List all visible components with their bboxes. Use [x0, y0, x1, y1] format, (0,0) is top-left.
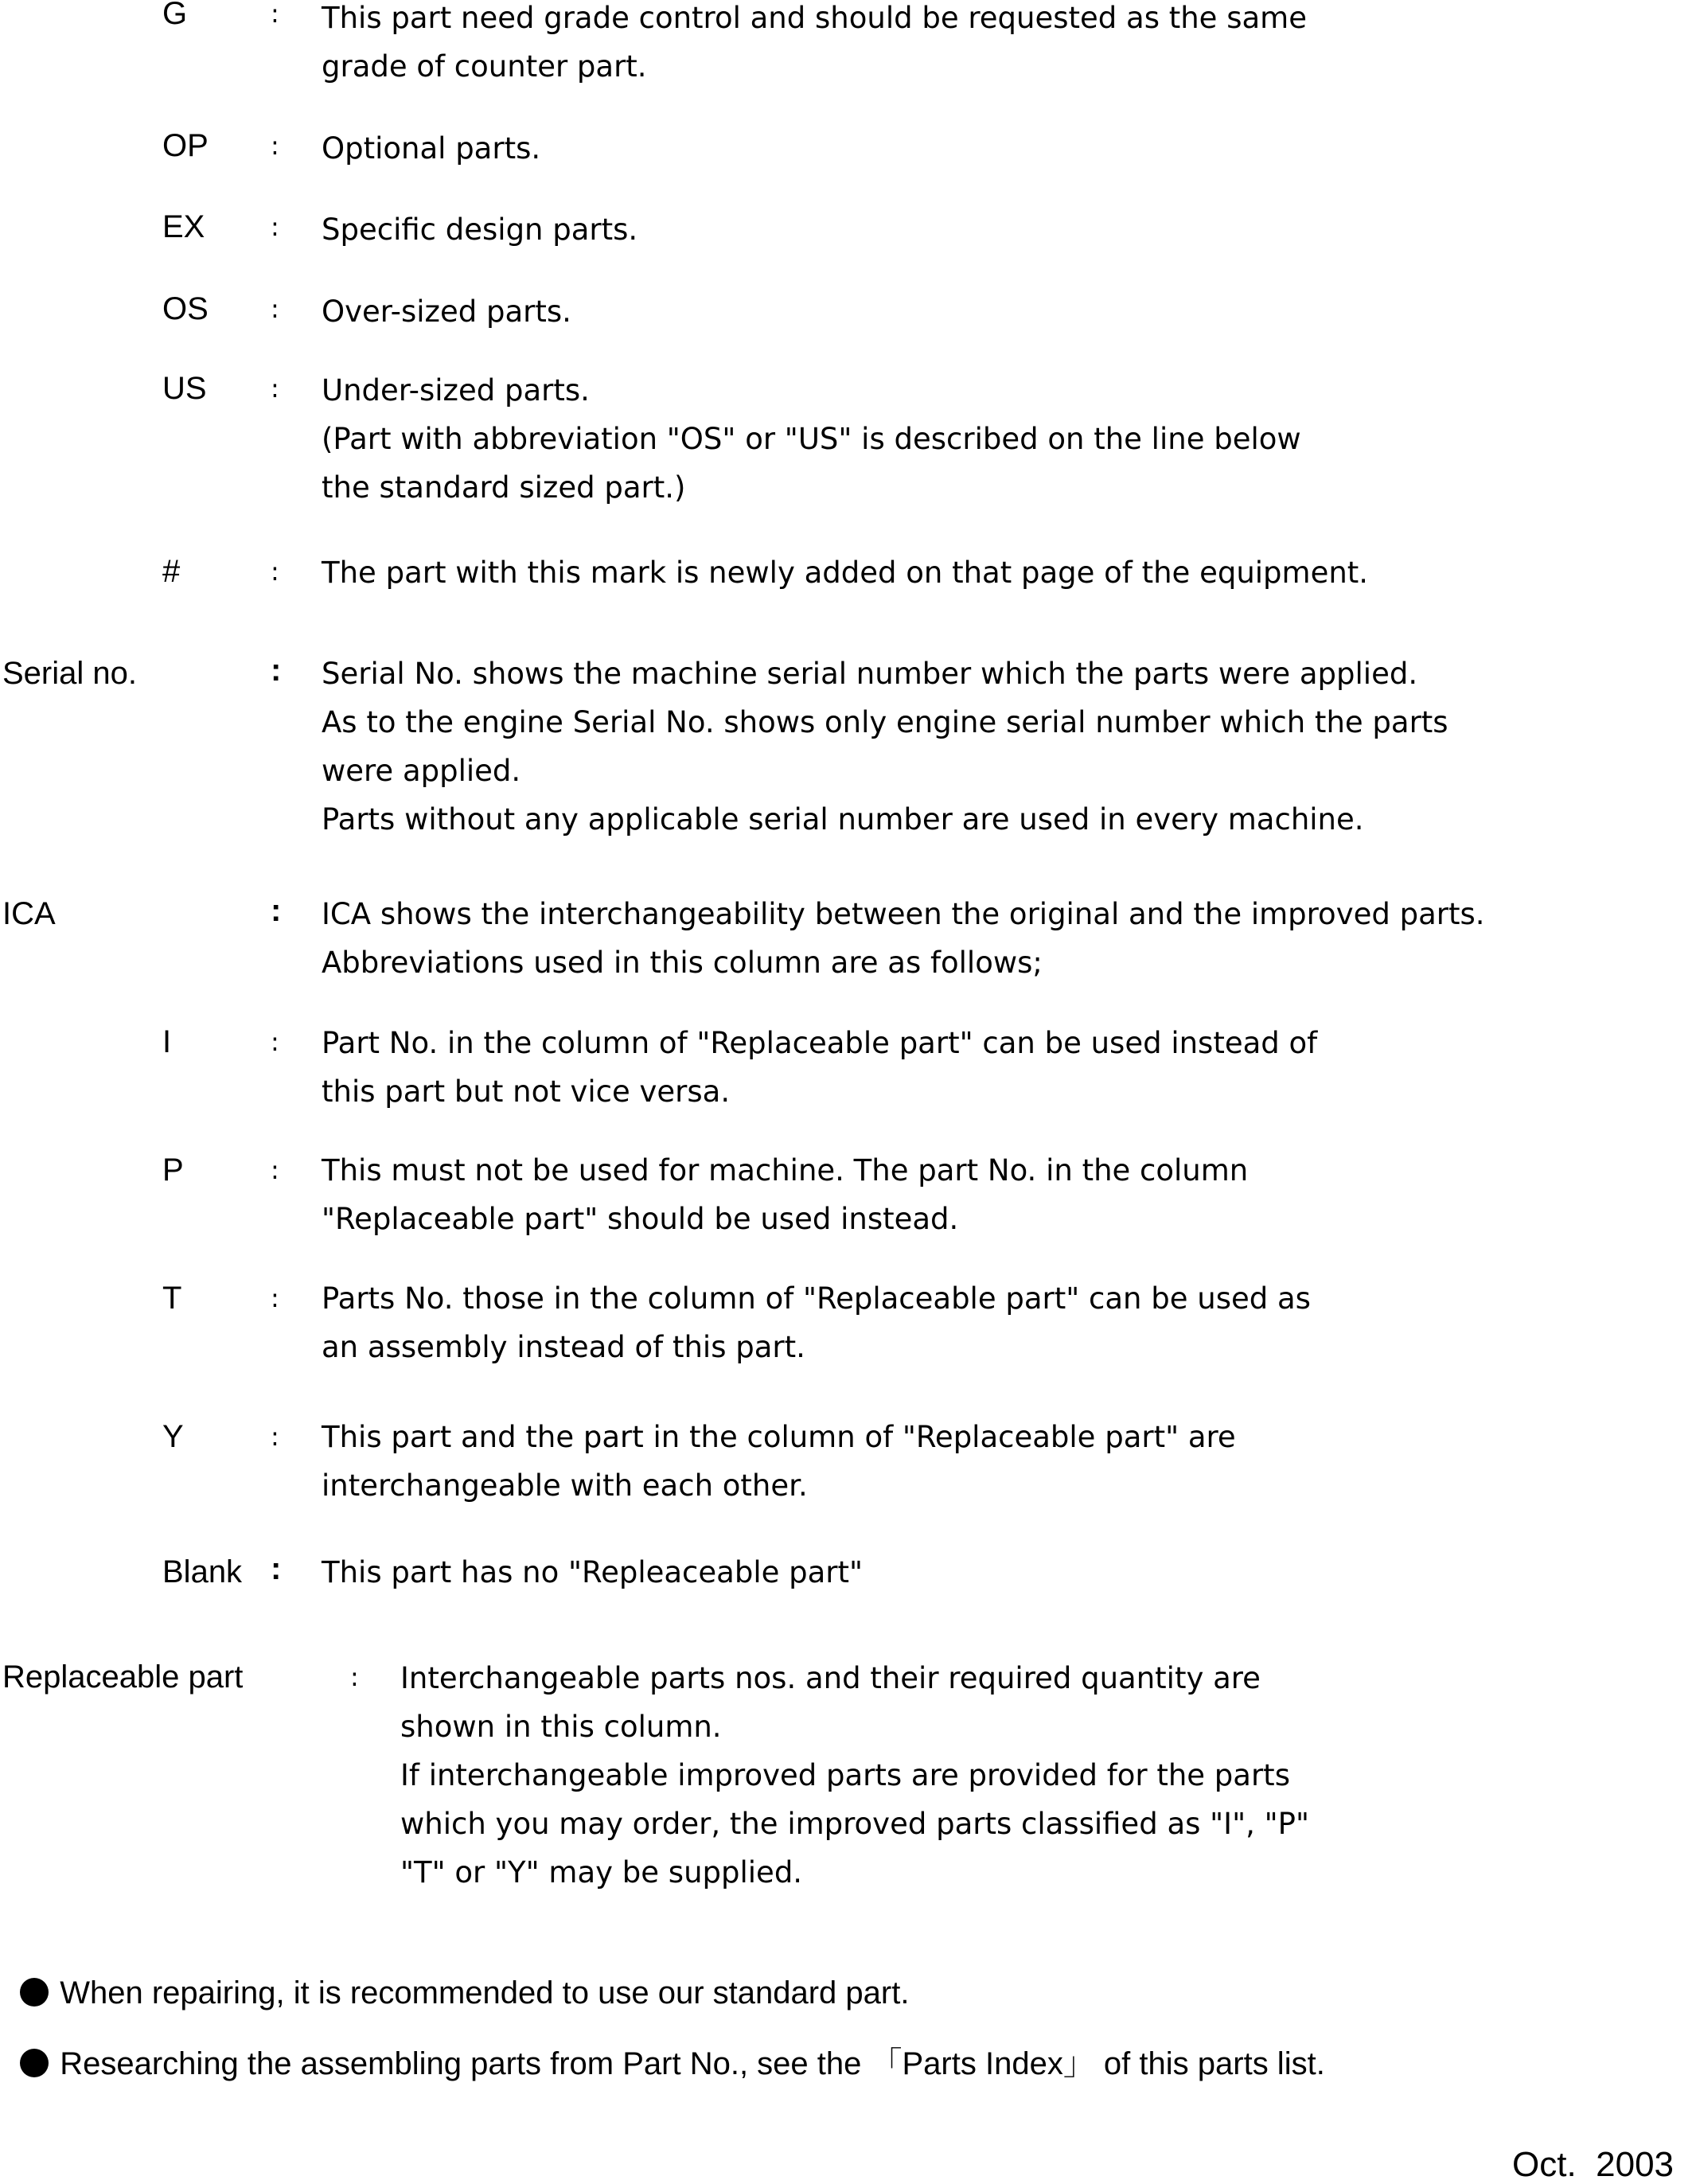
separator: : [350, 1662, 359, 1692]
entry-key: OP [162, 128, 209, 163]
section-line: As to the engine Serial No. shows only engine serial number which the parts [322, 705, 1448, 739]
ica-code-key: T [162, 1281, 182, 1316]
entry-line: Over-sized parts. [322, 294, 571, 329]
separator: : [271, 1283, 279, 1313]
section-line: shown in this column. [400, 1710, 722, 1744]
separator: : [271, 1027, 279, 1057]
note-text: Researching the assembling parts from Part No., see the 「Parts Index」 of this parts list. [60, 2046, 1325, 2081]
ica-code-key: Blank [162, 1554, 243, 1589]
entry-line: the standard sized part.) [322, 470, 686, 505]
entry-line: grade of counter part. [322, 49, 647, 84]
ica-code-line: this part but not vice versa. [322, 1074, 731, 1109]
entry-line: (Part with abbreviation "OS" or "US" is described on the line below [322, 422, 1301, 456]
entry-line: Specific design parts. [322, 213, 638, 247]
entry-key: OS [162, 291, 209, 326]
separator: : [271, 294, 279, 324]
ica-code-line: This part and the part in the column of "Replaceable part" are [322, 1420, 1236, 1454]
ica-code-line: "Replaceable part" should be used instead. [322, 1202, 959, 1236]
document-date: Oct. 2003 [1512, 2145, 1675, 2184]
bullet-icon [20, 1978, 49, 2007]
ica-code-line: This part has no "Repleaceable part" [322, 1555, 864, 1589]
bullet-icon [20, 2049, 49, 2077]
entry-key: EX [162, 209, 205, 244]
note-text: When repairing, it is recommended to use our standard part. [60, 1975, 910, 2010]
separator: : [271, 1422, 279, 1452]
ica-code-line: Parts No. those in the column of "Replaceable part" can be used as [322, 1281, 1311, 1316]
section-line: were applied. [322, 754, 521, 788]
separator: : [271, 893, 282, 928]
separator: : [271, 131, 279, 161]
separator: : [271, 653, 282, 688]
separator: : [271, 556, 279, 587]
ica-code-key: I [162, 1024, 172, 1059]
note-parts-index [2, 2007, 1325, 2083]
section-line: "T" or "Y" may be supplied. [400, 1855, 803, 1890]
section-line: Interchangeable parts nos. and their required quantity are [400, 1661, 1261, 1695]
section-line: If interchangeable improved parts are provided for the parts [400, 1758, 1290, 1792]
section-line: Abbreviations used in this column are as follows; [322, 946, 1043, 980]
separator: : [271, 212, 279, 242]
ica-code-key: P [162, 1152, 184, 1188]
separator: : [271, 373, 279, 404]
note-standard-part [2, 1936, 909, 2012]
ica-code-line: an assembly instead of this part. [322, 1330, 805, 1364]
section-heading: Serial no. [2, 656, 137, 691]
entry-key: G [162, 0, 188, 31]
section-heading: Replaceable part [2, 1659, 244, 1695]
ica-code-line: interchangeable with each other. [322, 1468, 808, 1503]
entry-line: Under-sized parts. [322, 373, 590, 408]
entry-key: # [162, 554, 181, 589]
separator: : [271, 0, 279, 29]
entry-key: US [162, 371, 207, 406]
separator: : [271, 1551, 282, 1586]
section-heading: ICA [2, 896, 56, 931]
entry-line: This part need grade control and should be requested as the same [322, 1, 1307, 35]
ica-code-line: Part No. in the column of "Replaceable part" can be used instead of [322, 1026, 1318, 1060]
section-line: ICA shows the interchangeability between the original and the improved parts. [322, 897, 1485, 931]
section-line: which you may order, the improved parts classified as "I", "P" [400, 1807, 1309, 1841]
ica-code-line: This must not be used for machine. The part No. in the column [322, 1153, 1249, 1188]
entry-line: Optional parts. [322, 131, 541, 166]
section-line: Parts without any applicable serial number are used in every machine. [322, 802, 1364, 837]
separator: : [271, 1155, 279, 1185]
section-line: Serial No. shows the machine serial number which the parts were applied. [322, 657, 1418, 691]
entry-line: The part with this mark is newly added on that page of the equipment. [322, 556, 1369, 590]
ica-code-key: Y [162, 1419, 184, 1454]
